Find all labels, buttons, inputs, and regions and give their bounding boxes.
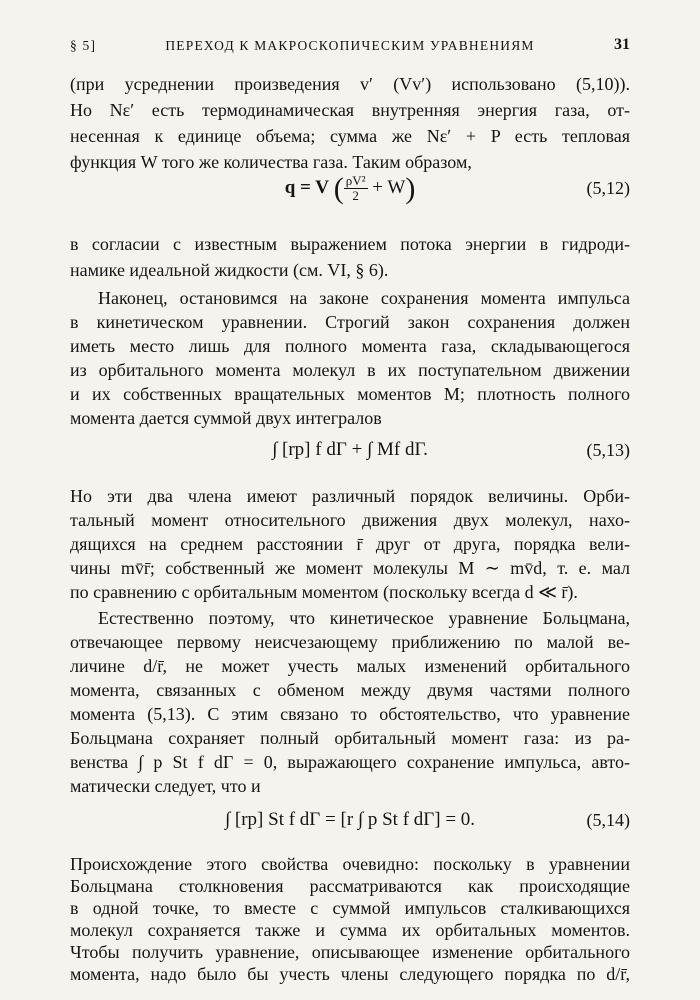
text-line: Но Nε′ есть термодинамическая внутренняя энергия газа, от- — [70, 100, 630, 120]
text-line: чины mv̄r̄; собственный же момент молекулы M ∼ mv̄d, т. е. мал — [70, 558, 630, 578]
text-line: личине d/r̄, не может учесть малых изменений орбитального — [70, 656, 630, 676]
text-line: в одной точке, то вместе с суммой импульсов сталкивающихся — [70, 898, 630, 918]
eq-5-14-formula: ∫ [rp] St f dΓ = [r ∫ p St f dΓ] = 0. — [224, 809, 476, 830]
header-section: § 5] — [70, 38, 97, 53]
text-line: (при усреднении произведения v′ (Vv′) использовано (5,10)). — [70, 74, 630, 94]
text-line: венства ∫ p St f dΓ = 0, выражающего сохранение импульса, авто- — [70, 752, 630, 772]
text-line: и их собственных вращательных моментов M; плотность полного — [70, 384, 630, 404]
text-line: дящихся на среднем расстоянии r̄ друг от друга, порядка вели- — [70, 534, 630, 554]
equation-5-14 — [70, 798, 630, 842]
header-title: ПЕРЕХОД К МАКРОСКОПИЧЕСКИМ УРАВНЕНИЯМ — [165, 38, 535, 53]
text-line: функция W того же количества газа. Таким образом, — [70, 152, 472, 172]
eq-5-12-numerator: ρV² — [345, 173, 366, 189]
text-line: молекул сохраняется также и сумма их орбитальных моментов. — [70, 920, 630, 940]
text-line: Происхождение этого свойства очевидно: поскольку в уравнении — [70, 854, 630, 874]
text-line: Естественно поэтому, что кинетическое уравнение Больцмана, — [98, 608, 630, 628]
text-line: момента, надо было бы учесть члены следующего порядка по d/r̄, — [70, 964, 630, 984]
text-line: по сравнению с орбитальным моментом (поскольку всегда d ≪ r̄). — [70, 582, 578, 602]
eq-5-13-formula: ∫ [rp] f dΓ + ∫ Mf dΓ. — [272, 439, 428, 460]
eq-5-12-lhs: q = V — [284, 177, 329, 198]
equation-5-12: q = V ( $\frac{\text{ρV²}}{2}$ + W) (5,12) — [70, 166, 630, 210]
text-line: тальный момент относительного движения двух молекул, нахо- — [70, 510, 630, 530]
text-line: момента дается суммой двух интегралов — [70, 408, 382, 428]
text-line: иметь место лишь для полного момента газа, складывающегося — [70, 336, 630, 356]
text-line: Больцмана сохраняет полный орбитальный момент газа: из ра- — [70, 728, 630, 748]
eq-5-12-denominator: 2 — [352, 188, 359, 204]
text-line: отвечающее первому неисчезающему приближению по малой ве- — [70, 632, 630, 652]
text-line: момента (5,13). С этим связано то обстоятельство, что уравнение — [70, 704, 630, 724]
text-line: в согласии с известным выражением потока энергии в гидроди- — [70, 234, 630, 254]
text-line: намике идеальной жидкости (см. VI, § 6). — [70, 260, 389, 280]
equation-number: (5,12) — [586, 178, 630, 198]
text-line: из орбитального момента молекул в их поступательном движении — [70, 360, 630, 380]
equation-5-13 — [70, 428, 630, 472]
text-line: Больцмана столкновения рассматриваются как происходящие — [70, 876, 630, 896]
text-line: момента, связанных с обменом между двумя частями полного — [70, 680, 630, 700]
text-line: матически следует, что и — [70, 776, 261, 796]
page-number: 31 — [614, 36, 630, 53]
text-line: в кинетическом уравнении. Строгий закон сохранения должен — [70, 312, 630, 332]
text-line: Но эти два члена имеют различный порядок величины. Орби- — [70, 486, 630, 506]
equation-number: (5,13) — [586, 440, 630, 460]
equation-number: (5,14) — [586, 810, 630, 830]
eq-5-12-rest: + W — [372, 177, 406, 198]
text-line: Чтобы получить уравнение, описывающее изменение орбитального — [70, 942, 630, 962]
text-line: несенная к единице объема; сумма же Nε′ + P есть тепловая — [70, 126, 630, 146]
text-line: Наконец, остановимся на законе сохранения момента импульса — [98, 288, 630, 308]
